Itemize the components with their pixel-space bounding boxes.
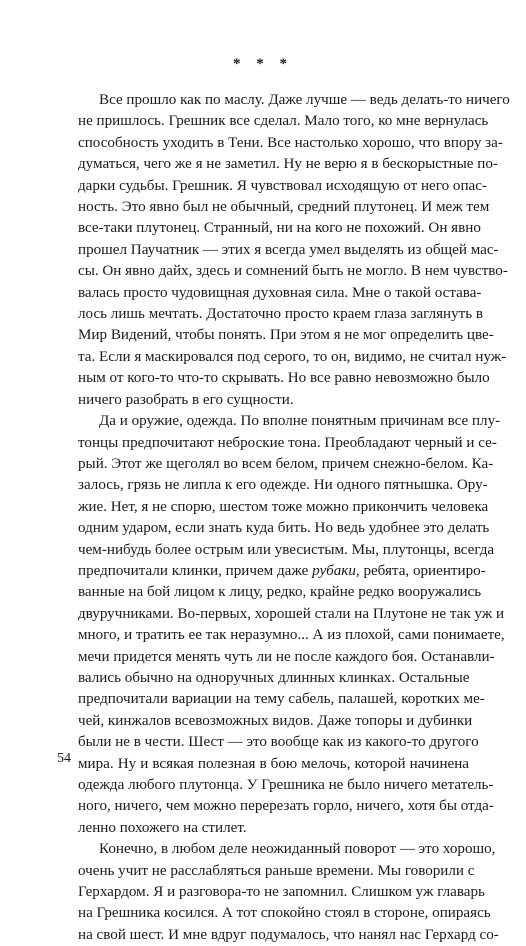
text-line: Конечно, в любом деле неожиданный поворот — это хорошо, bbox=[99, 841, 496, 858]
text-line: ванные на бой лицом к лицу, редко, крайне редко вооружались bbox=[78, 584, 482, 601]
paragraph-2 bbox=[57, 411, 505, 839]
text-line: ленно похожего на стилет. bbox=[78, 819, 247, 836]
text-line: та. Если я маскировался под серого, то он, видимо, не считал нуж- bbox=[78, 348, 507, 365]
text-line: мечи придется менять чуть ли не после каждого боя. Останавли- bbox=[78, 648, 495, 665]
text-line: двуручниками. Во-первых, хорошей стали на Плутоне не так уж и bbox=[78, 605, 505, 622]
text-line: дарки судьбы. Грешник. Я чувствовал исходящую от него опас- bbox=[78, 177, 487, 194]
text-line: ничего разобрать в его сущности. bbox=[78, 391, 294, 408]
text-line: вались обычно на одноручных длинных клинках. Остальные bbox=[78, 669, 470, 686]
text-line: залось, грязь не липла к его одежде. Ни одного пятнышка. Ору- bbox=[78, 477, 488, 494]
italic-word: рубаки bbox=[312, 562, 356, 579]
text-line: способность уходить в Тени. Все настолько хорошо, что впору за- bbox=[78, 134, 503, 151]
text-line: сы. Он явно дайх, здесь и сомнений быть не могло. В нем чувство- bbox=[78, 263, 508, 280]
text-line: одежда любого плутонца. У Грешника не было ничего метатель- bbox=[78, 777, 494, 793]
text-line: Герхардом. Я и разговора-то не запомнил. Слишком уж главарь bbox=[78, 884, 485, 901]
text-line: валась просто чудовищная духовная сила. Мне о такой остава- bbox=[78, 284, 482, 301]
text-line: одним ударом, если знать куда бить. Но ведь удобнее это делать bbox=[78, 520, 490, 537]
text-line: мира. Ну и всякая полезная в бою мелочь, которой начинена bbox=[78, 755, 469, 772]
text-line: очень учит не расслабляться раньше времени. Мы говорили с bbox=[78, 862, 475, 879]
section-separator: * * * bbox=[233, 56, 293, 72]
text-line: предпочитали клинки, причем даже рубаки, ребята, ориентиро- bbox=[78, 562, 486, 579]
text-line: не пришлось. Грешник все сделал. Мало того, ко мне вернулась bbox=[78, 113, 489, 130]
text-line: прошел Паучатник — этих я всегда умел выделять из общей мас- bbox=[78, 241, 499, 258]
text-line: на свой шест. И мне вдруг подумалось, что нанял нас Герхард со- bbox=[78, 926, 499, 943]
text-line: все-таки плутонец. Странный, ни на кого не похожий. Он явно bbox=[78, 220, 481, 237]
text-line: лось лишь мечтать. Достаточно просто краем глаза заглянуть в bbox=[78, 306, 484, 323]
text-line: чей, кинжалов всевозможных видов. Даже топоры и дубинки bbox=[78, 712, 473, 729]
text-line: думаться, чего же я не заметил. Ну не верю я в бескорыстные по- bbox=[78, 156, 498, 173]
text-line: ным от кого-то что-то скрывать. Но все равно невозможно было bbox=[78, 370, 490, 387]
text-line: ность. Это явно был не обычный, средний плутонец. И меж тем bbox=[78, 199, 490, 216]
paragraph-3 bbox=[57, 839, 499, 946]
text-line: Все прошло как по маслу. Даже лучше — ведь делать-то ничего bbox=[99, 92, 510, 108]
text-line: Мир Видений, чтобы понять. При этом я не мог определить цве- bbox=[78, 327, 494, 344]
page-number: 54 bbox=[57, 751, 71, 766]
text-line: предпочитали вариации на тему сабель, палашей, коротких ме- bbox=[78, 691, 485, 708]
body-text bbox=[57, 90, 510, 946]
text-line: на Грешника косился. А тот спокойно стоял в стороне, опираясь bbox=[78, 905, 491, 922]
paragraph-1 bbox=[57, 90, 510, 411]
text-line: ного, ничего, чем можно перерезать горло, ничего, хотя бы отда- bbox=[78, 798, 494, 815]
text-line: жие. Нет, я не спорю, шестом тоже можно прикончить человека bbox=[78, 498, 489, 515]
text-line: были не в чести. Шест — это вообще как из какого-то другого bbox=[78, 734, 479, 751]
text-line: тонцы предпочитают неброские тона. Преобладают черный и се- bbox=[78, 434, 497, 451]
text-line: рый. Этот же щеголял во всем белом, причем снежно-белом. Ка- bbox=[78, 455, 494, 472]
text-line: Да и оружие, одежда. По вполне понятным причинам все плу- bbox=[99, 413, 501, 430]
text-line: чем-нибудь более острым или увесистым. Мы, плутонцы, всегда bbox=[78, 541, 495, 558]
text-line: много, и тратить ее так неразумно... А из плохой, сами понимаете, bbox=[78, 627, 505, 644]
